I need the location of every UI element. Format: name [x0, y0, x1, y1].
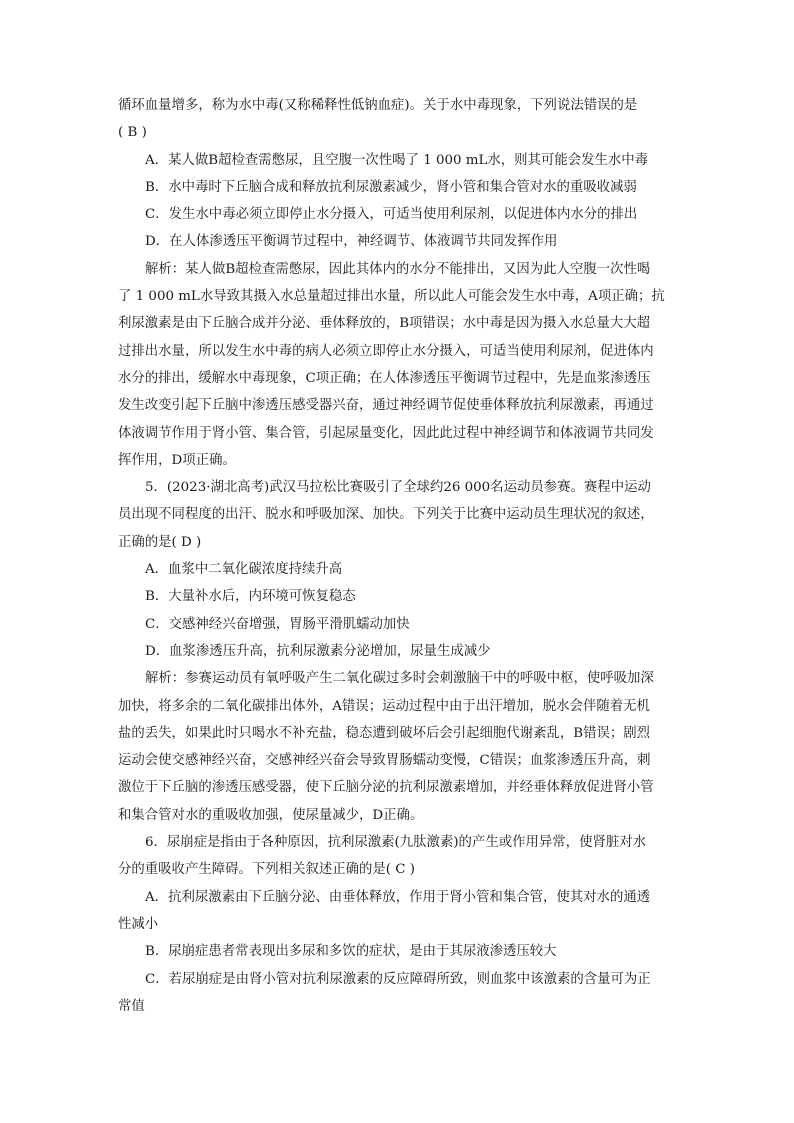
text-line: 体液调节作用于肾小管、集合管，引起尿量变化，因此此过程中神经调节和体液调节共同发: [118, 425, 654, 441]
text-line: B．大量补水后，内环境可恢复稳态: [145, 589, 356, 605]
text-line: A．血浆中二氧化碳浓度持续升高: [145, 562, 343, 578]
text-line: 分的重吸收产生障碍。下列相关叙述正确的是( C ): [118, 862, 416, 878]
text-line: 发生改变引起下丘脑中渗透压感受器兴奋，通过神经调节促使垂体释放抗利尿激素，再通过: [118, 398, 654, 414]
text-line: 盐的丢失，如果此时只喝水不补充盐，稳态遭到破坏后会引起细胞代谢紊乱，B错误；剧烈: [118, 725, 651, 741]
text-line: 常值: [118, 998, 145, 1014]
text-line: 加快，将多余的二氧化碳排出体外，A错误；运动过程中由于出汗增加，脱水会伴随着无机: [118, 698, 650, 714]
text-line: A．某人做B超检查需憋尿，且空腹一次性喝了 1 000 mL水，则其可能会发生水中毒: [145, 152, 649, 168]
text-line: 运动会使交感神经兴奋，交感神经兴奋会导致胃肠蠕动变慢，C错误；血浆渗透压升高，刺: [118, 753, 651, 769]
text-line: 挥作用，D项正确。: [118, 452, 236, 468]
text-line: 和集合管对水的重吸收加强，使尿量减少，D正确。: [118, 807, 424, 823]
text-line: 激位于下丘脑的渗透压感受器，使下丘脑分泌的抗利尿激素增加，并经垂体释放促进肾小管: [118, 780, 654, 796]
text-line: C．交感神经兴奋增强，胃肠平滑肌蠕动加快: [145, 616, 410, 632]
text-line: 了 1 000 mL水导致其摄入水总量超过排出水量，所以此人可能会发生水中毒，A项正确；抗: [118, 289, 665, 305]
text-line: ( B ): [118, 125, 147, 141]
document-body: [118, 92, 688, 1020]
text-line: 解析：某人做B超检查需憋尿，因此其体内的水分不能排出，又因为此人空腹一次性喝: [145, 261, 651, 277]
text-line: 6．尿崩症是指由于各种原因，抗利尿激素(九肽激素)的产生或作用异常，使肾脏对水: [145, 835, 647, 851]
text-line: B．水中毒时下丘脑合成和释放抗利尿激素减少，肾小管和集合管对水的重吸收减弱: [145, 179, 637, 195]
text-line: C．发生水中毒必须立即停止水分摄入，可适当使用利尿剂，以促进体内水分的排出: [145, 207, 638, 223]
text-line: C．若尿崩症是由肾小管对抗利尿激素的反应障碍所致，则血浆中该激素的含量可为正: [145, 971, 651, 987]
text-line: 解析：参赛运动员有氧呼吸产生二氧化碳过多时会刺激脑干中的呼吸中枢，使呼吸加深: [145, 671, 654, 687]
text-line: 循环血量增多，称为水中毒(又称稀释性低钠血症)。关于水中毒现象，下列说法错误的是: [118, 98, 638, 113]
text-line: D．在人体渗透压平衡调节过程中，神经调节、体液调节共同发挥作用: [145, 234, 558, 250]
text-line: B．尿崩症患者常表现出多尿和多饮的症状，是由于其尿液渗透压较大: [145, 944, 557, 960]
text-line: 水分的排出，缓解水中毒现象，C项正确；在人体渗透压平衡调节过程中，先是血浆渗透压: [118, 370, 651, 386]
text-line: 过排出水量，所以发生水中毒的病人必须立即停止水分摄入，可适当使用利尿剂，促进体内: [118, 343, 654, 359]
text-line: A．抗利尿激素由下丘脑分泌、由垂体释放，作用于肾小管和集合管，使其对水的通透: [145, 889, 651, 905]
text-line: 利尿激素是由下丘脑合成并分泌、垂体释放的，B项错误；水中毒是因为摄入水总量大大超: [118, 316, 651, 332]
text-line: 员出现不同程度的出汗、脱水和呼吸加深、加快。下列关于比赛中运动员生理状况的叙述，: [118, 507, 654, 523]
text-line: 正确的是( D ): [118, 534, 202, 550]
text-line: 5．(2023·湖北高考)武汉马拉松比赛吸引了全球约26 000名运动员参赛。赛程中运动: [145, 480, 651, 496]
text-line: 性减小: [118, 916, 159, 932]
text-line: D．血浆渗透压升高，抗利尿激素分泌增加，尿量生成减少: [145, 643, 491, 659]
